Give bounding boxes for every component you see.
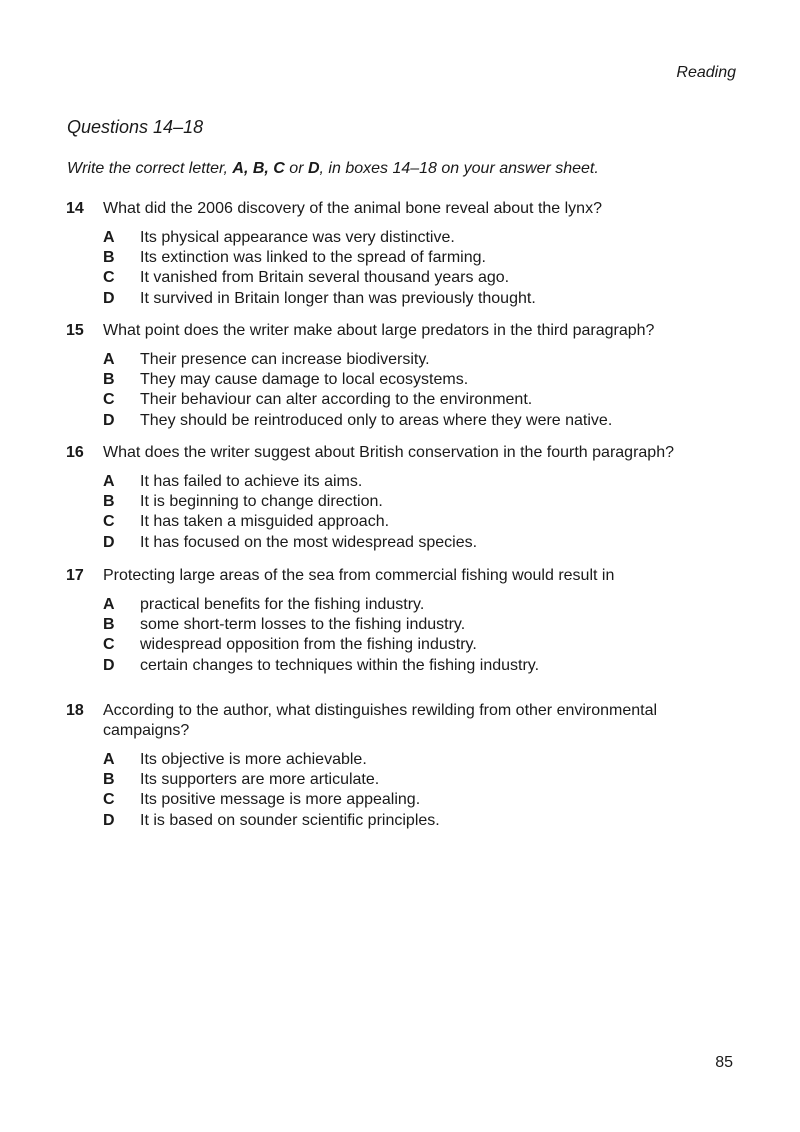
option-letter: D xyxy=(103,533,115,551)
option-text: Their presence can increase biodiversity. xyxy=(140,351,430,368)
question-text: Protecting large areas of the sea from commercial fishing would result in xyxy=(103,567,615,584)
option-letter: D xyxy=(103,811,115,829)
question-text: According to the author, what distinguishes rewilding from other environmental campaigns? xyxy=(103,702,658,739)
option-letter: B xyxy=(103,771,115,789)
option-text: certain changes to techniques within the fishing industry. xyxy=(140,656,540,674)
option-a[interactable] xyxy=(103,472,746,492)
option-letter: A xyxy=(103,473,115,490)
questions-block-title: Questions 14–18 xyxy=(67,117,204,137)
question-number: 16 xyxy=(66,444,84,461)
option-a[interactable] xyxy=(103,750,746,770)
option-letter: C xyxy=(103,269,115,287)
options-list xyxy=(103,350,746,431)
options-list xyxy=(103,472,746,553)
option-letter: A xyxy=(103,351,115,368)
question-text: What does the writer suggest about British conservation in the fourth paragraph? xyxy=(103,444,674,461)
options-list xyxy=(103,595,746,676)
option-text: Its physical appearance was very distinctive. xyxy=(140,229,455,246)
option-letter: B xyxy=(103,493,115,511)
question-16 xyxy=(66,443,746,553)
option-text: It has taken a misguided approach. xyxy=(140,513,390,531)
option-text: They may cause damage to local ecosystems. xyxy=(140,371,469,389)
option-text: some short-term losses to the fishing industry. xyxy=(140,616,466,634)
question-text: What did the 2006 discovery of the animal bone reveal about the lynx? xyxy=(103,200,602,217)
option-letter: A xyxy=(103,751,115,768)
option-b[interactable] xyxy=(103,370,746,390)
option-text: Its objective is more achievable. xyxy=(140,751,367,768)
option-text: It is beginning to change direction. xyxy=(140,493,383,511)
option-text: It survived in Britain longer than was previously thought. xyxy=(140,289,536,307)
question-number: 15 xyxy=(66,322,84,339)
section-label: Reading xyxy=(676,64,736,81)
option-text: Its extinction was linked to the spread of farming. xyxy=(140,249,486,267)
option-letter: D xyxy=(103,656,115,674)
option-d[interactable] xyxy=(103,656,746,676)
option-text: Their behaviour can alter according to the environment. xyxy=(140,391,533,409)
option-c[interactable] xyxy=(103,268,746,288)
option-text: It has focused on the most widespread species. xyxy=(140,533,478,551)
question-14 xyxy=(66,199,746,309)
question-number: 18 xyxy=(66,702,84,719)
option-letter: C xyxy=(103,513,115,531)
option-d[interactable] xyxy=(103,811,746,831)
option-letter: A xyxy=(103,229,115,246)
option-letter: B xyxy=(103,616,115,634)
option-letter: C xyxy=(103,791,115,809)
option-letter: D xyxy=(103,411,115,429)
option-a[interactable] xyxy=(103,228,746,248)
instructions-or: or xyxy=(284,160,308,177)
option-a[interactable] xyxy=(103,595,746,615)
option-text: It vanished from Britain several thousand years ago. xyxy=(140,269,510,287)
option-b[interactable] xyxy=(103,615,746,635)
option-letter: C xyxy=(103,636,115,654)
option-text: widespread opposition from the fishing industry. xyxy=(140,636,477,654)
option-letter: C xyxy=(103,391,115,409)
option-text: They should be reintroduced only to areas where they were native. xyxy=(140,411,613,429)
page-number: 85 xyxy=(715,1054,733,1071)
question-18 xyxy=(66,701,746,831)
options-list xyxy=(103,228,746,309)
option-letter: D xyxy=(103,289,115,307)
instructions-letter-d: D xyxy=(307,160,320,177)
question-text: What point does the writer make about large predators in the third paragraph? xyxy=(103,322,655,339)
option-text: It is based on sounder scientific principles. xyxy=(140,811,440,829)
option-text: Its supporters are more articulate. xyxy=(140,771,380,789)
option-letter: B xyxy=(103,371,115,389)
option-text: It has failed to achieve its aims. xyxy=(140,473,363,490)
option-letter: A xyxy=(103,596,115,613)
instructions-suffix: , in boxes 14–18 on your answer sheet. xyxy=(319,160,599,177)
option-b[interactable] xyxy=(103,770,746,790)
option-a[interactable] xyxy=(103,350,746,370)
option-letter: B xyxy=(103,249,115,267)
option-c[interactable] xyxy=(103,790,746,810)
question-number: 14 xyxy=(66,200,84,217)
option-text: practical benefits for the fishing industry. xyxy=(140,596,425,613)
question-15 xyxy=(66,321,746,431)
option-d[interactable] xyxy=(103,411,746,431)
option-b[interactable] xyxy=(103,248,746,268)
instructions-letters: A, B, C xyxy=(232,160,285,177)
option-c[interactable] xyxy=(103,512,746,532)
option-c[interactable] xyxy=(103,635,746,655)
option-b[interactable] xyxy=(103,492,746,512)
options-list xyxy=(103,750,746,831)
question-number: 17 xyxy=(66,567,84,584)
option-d[interactable] xyxy=(103,289,746,309)
option-d[interactable] xyxy=(103,533,746,553)
instructions xyxy=(67,160,599,178)
option-text: Its positive message is more appealing. xyxy=(140,791,421,809)
question-17 xyxy=(66,566,746,676)
option-c[interactable] xyxy=(103,390,746,410)
instructions-prefix: Write the correct letter, xyxy=(67,160,233,177)
